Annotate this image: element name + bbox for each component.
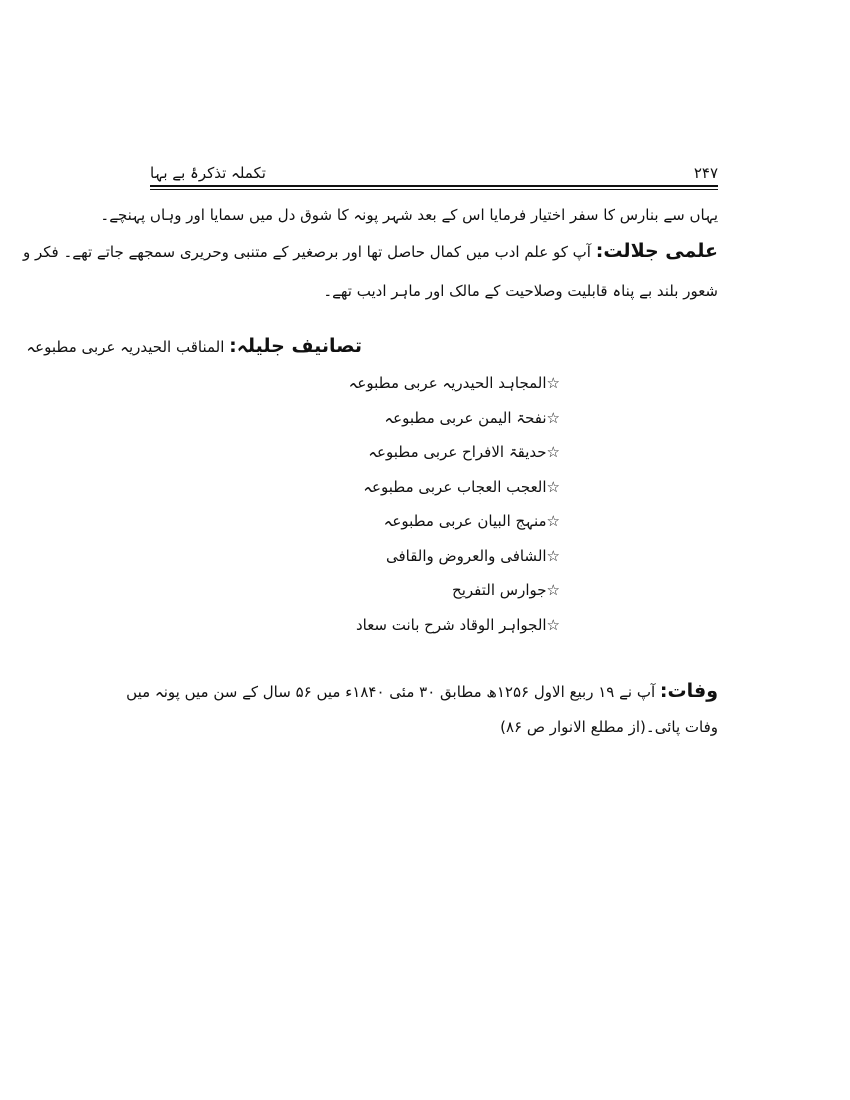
- body-line-3: شعور بلند بے پناہ قابلیت وصلاحیت کے مالک اور ماہر ادیب تھے۔: [323, 282, 718, 300]
- ilmi-paragraph: [22, 240, 718, 262]
- list-item: ☆الجواہر الوقاد شرح بانت سعاد: [355, 615, 560, 634]
- page-number: ۲۴۷: [693, 164, 718, 182]
- tasanif-paragraph: [0, 335, 362, 357]
- list-item: ☆العجب العجاب عربی مطبوعہ: [363, 477, 560, 496]
- wafat-line-2: وفات پائی۔(از مطلع الانوار ص ۸۶): [500, 718, 718, 736]
- header-rule-thick: [150, 185, 718, 187]
- wafat-heading: وفات:: [659, 680, 718, 702]
- list-item: ☆المجاہد الحیدریہ عربی مطبوعہ: [348, 374, 560, 392]
- list-item: ☆حدیقۃ الافراح عربی مطبوعہ: [368, 443, 560, 461]
- header-rule-thin: [150, 189, 718, 190]
- wafat-paragraph: [118, 680, 718, 702]
- list-item: ☆الشافی والعروض والقافی: [385, 546, 560, 565]
- tasanif-first-work: المناقب الحیدریہ عربی مطبوعہ: [26, 338, 225, 356]
- ilmi-heading: علمی جلالت:: [595, 240, 718, 262]
- running-title: تکملہ تذکرۂ بے بہا: [150, 164, 266, 182]
- ilmi-text: آپ کو علم ادب میں کمال حاصل تھا اور برصغیر کے متنبی وحریری سمجھے جاتے تھے۔ فکر و: [22, 243, 591, 261]
- works-list: [260, 374, 560, 650]
- list-item: ☆نفحۃ الیمن عربی مطبوعہ: [384, 408, 560, 427]
- page-header: [150, 164, 718, 186]
- body-line-1: یہاں سے بنارس کا سفر اختیار فرمایا اس کے بعد شہر پونہ کا شوق دل میں سمایا اور وہاں پہنچے۔: [100, 206, 718, 224]
- list-item: ☆جوارس التفریح: [452, 581, 560, 599]
- tasanif-heading: تصانیف جلیلہ:: [229, 335, 362, 357]
- list-item: ☆منہج البیان عربی مطبوعہ: [383, 512, 560, 530]
- wafat-text: آپ نے ۱۹ ربیع الاول ۱۲۵۶ھ مطابق ۳۰ مئی ۱۸۴۰ء میں ۵۶ سال کے سن میں پونہ میں: [126, 683, 656, 701]
